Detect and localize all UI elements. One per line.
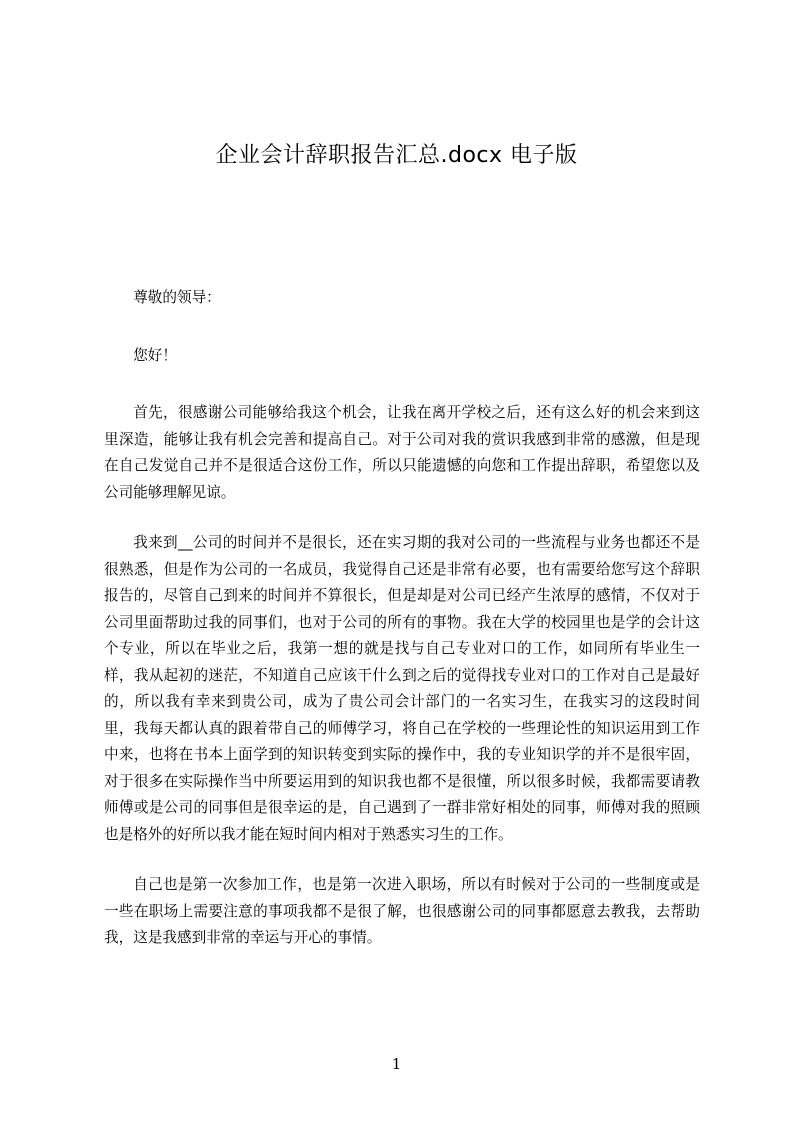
paragraph-2: 我来到__公司的时间并不是很长，还在实习期的我对公司的一些流程与业务也都还不是很熟悉，但是作为公司的一名成员，我觉得自己还是非常有必要，也有需要给您写这个辞职报告的，尽管自己到来的时间并不算很长，但是却是对公司已经产生浓厚的感情，不仅对于公司里面帮助过我的同事们，也对于公司的所有的事物。我在大学的校园里也是学的会计这个专业，所以在毕业之后，我第一想的就是找与自己专业对口的工作，如同所有毕业生一样，我从起初的迷茫，不知道自己应该干什么到之后的觉得找专业对口的工作对自己是最好的，所以我有幸来到贵公司，成为了贵公司会计部门的一名实习生，在我实习的这段时间里，我每天都认真的跟着带自己的师傅学习，将自己在学校的一些理论性的知识运用到工作中来，也将在书本上面学到的知识转变到实际的操作中，我的专业知识学的并不是很牢固，对于很多在实际操作当中所要运用到的知识我也都不是很懂，所以很多时候，我都需要请教师傅或是公司的同事但是很幸运的是，自己遇到了一群非常好相处的同事，师傅对我的照顾也是格外的好所以我才能在短时间内相对于熟悉实习生的工作。 <box>104 534 700 843</box>
page-number: 1 <box>391 1055 402 1073</box>
paragraph-1: 首先，很感谢公司能够给我这个机会，让我在离开学校之后，还有这么好的机会来到这里深造，能够让我有机会完善和提高自己。对于公司对我的赏识我感到非常的感激，但是现在自己发觉自己并不是很适合这份工作，所以只能遗憾的向您和工作提出辞职，希望您以及公司能够理解见谅。 <box>104 404 700 501</box>
salutation: 尊敬的领导： <box>133 289 221 306</box>
document-title: 企业会计辞职报告汇总.docx 电子版 <box>215 143 578 168</box>
document-body <box>104 285 700 976</box>
greeting: 您好！ <box>133 346 177 364</box>
paragraph-3: 自己也是第一次参加工作，也是第一次进入职场，所以有时候对于公司的一些制度或是一些在职场上需要注意的事项我都不是很了解，也很感谢公司的同事都愿意去教我，去帮助我，这是我感到非常的幸运与开心的事情。 <box>104 876 700 946</box>
